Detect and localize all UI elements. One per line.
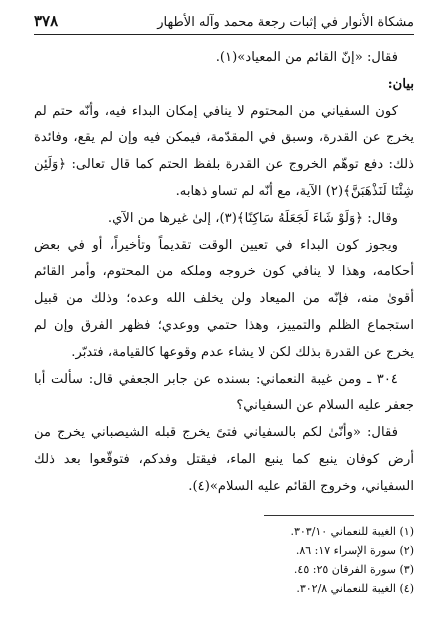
paragraph: ٣٠٤ ـ ومن غيبة النعماني: بسنده عن جابر الجعفي قال: سألت أبا جعفر عليه السلام عن السفياني؟ xyxy=(34,371,414,414)
running-title: مشكاة الأنوار في إثبات رجعة محمد وآله الأطهار xyxy=(157,15,414,30)
main-text xyxy=(34,45,414,501)
footnote-separator xyxy=(264,515,414,516)
footnote: (١) الغيبة للنعماني ٣٠٣/١٠. xyxy=(290,524,414,538)
footnotes xyxy=(34,522,414,598)
footnote: (٣) سورة الفرقان ٢٥: ٤٥. xyxy=(293,562,414,576)
book-page xyxy=(34,12,414,598)
section-heading: بيان: xyxy=(387,76,414,92)
footnote: (٤) الغيبة للنعماني ٣٠٢/٨. xyxy=(296,581,414,595)
running-header xyxy=(34,12,414,35)
paragraph: فقال: «إنّ القائم من المعياد»(١). xyxy=(215,50,398,65)
paragraph: ويجوز كون البداء في تعيين الوقت تقديماً وتأخيراً، أو في بعض أحكامه، وهذا لا ينافي كون خروجه وملكه من المحتوم، وأمر القائم أقوىٰ منه، فإنّه من الميعاد ولن يخلف الله وعده؛ وذلك من قبيل استجماع الظلم والتمييز، وهذا حتمي ووعدي؛ فظهر الفرق وإن لم يخرج عن القدرة بذلك لكن لا يشاء عدم وقوعها كالقيامة، فتدبّر. xyxy=(34,237,414,360)
paragraph: فقال: «وأنّىٰ لكم بالسفياني فتىً يخرج قبله الشيصباني يخرج من أرض كوفان ينبع كما ينبع الماء، فيقتل وفدكم، فتوقّعوا بعد ذلك السفياني، وخروج القائم عليه السلام»(٤). xyxy=(34,425,414,494)
paragraph: وقال: ﴿وَلَوْ شَاءَ لَجَعَلَهُ سَاكِنًا﴾(٣)، إلىٰ غيرها من الآي. xyxy=(107,210,398,226)
page-number: ٣٧٨ xyxy=(34,12,59,30)
footnote: (٢) سورة الإسراء ١٧: ٨٦. xyxy=(295,543,414,557)
paragraph: كون السفياني من المحتوم لا ينافي إمكان البداء فيه، وأنّه حتم لم يخرج عن القدرة، وسبق في المقدّمة، فيمكن فيه وإن لم يقع، وفائدة ذلك: دفع توهّم الخروج عن القدرة بلفظ الحتم كما قال تعالى: ﴿وَلَئِن شِئْنَا لَنَذْهَبَنَّ﴾(٢) الآية، مع أنّه لم تساو ذهابه. xyxy=(34,103,414,199)
